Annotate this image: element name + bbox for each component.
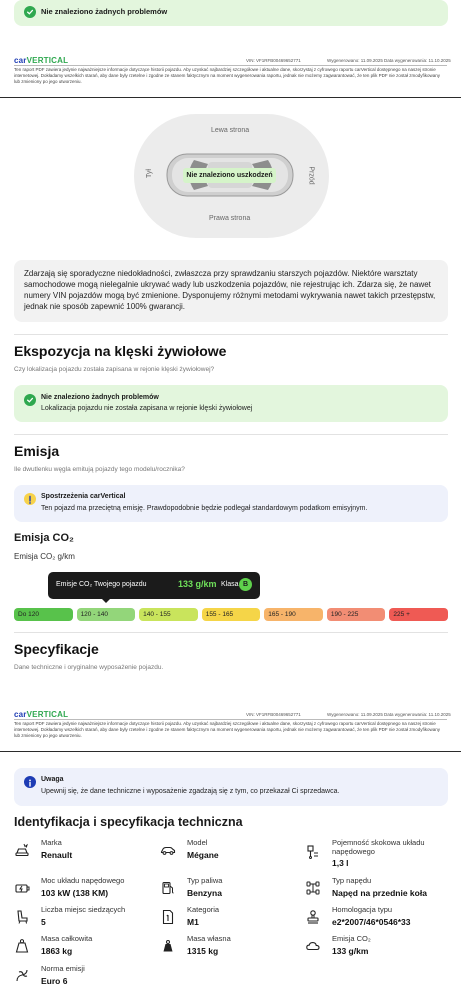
seat-icon <box>14 909 30 925</box>
carvertical-logo: carVERTICAL <box>14 710 69 719</box>
spec-value: 133 g/km <box>332 946 369 956</box>
tooltip-prefix: Emisje CO₂ Twojego pojazdu <box>56 581 147 588</box>
insight-text: Ten pojazd ma przeciętną emisję. Prawdopodobnie będzie podlegał standardowym podatkom emisyjnym. <box>41 505 368 512</box>
check-circle-icon <box>24 394 36 406</box>
warning-box <box>14 768 448 806</box>
report-vin: VIN: VF1RFB00469652771 <box>246 58 301 63</box>
specs-subtitle: Dane techniczne i oryginalne wyposażenie pojazdu. <box>14 664 164 671</box>
report-generated: Wygenerowano: 11.09.2025 <box>327 712 383 717</box>
page-break <box>0 97 461 98</box>
car-side-icon <box>160 842 176 858</box>
spec-value: Mégane <box>187 850 219 860</box>
front-label: Przód <box>307 166 315 185</box>
insight-title: Spostrzeżenia carVertical <box>41 493 126 500</box>
spec-value: Renault <box>41 850 73 860</box>
spec-label: Emisja CO₂ <box>332 934 371 943</box>
spec-label: Model <box>187 838 208 847</box>
carvertical-insight-box <box>14 485 448 522</box>
carvertical-logo: carVERTICAL <box>14 56 69 65</box>
spec-value: Euro 6 <box>41 976 68 986</box>
co2-scale-segment: 120 - 140 <box>77 608 136 621</box>
spec-label: Typ paliwa <box>187 876 223 885</box>
spec-label: Typ napędu <box>332 876 372 885</box>
engine-power-icon <box>14 880 30 896</box>
drivetrain-icon <box>305 880 321 896</box>
co2-scale-segment: 190 - 225 <box>327 608 386 621</box>
spec-value: 1,3 l <box>332 858 349 868</box>
report-disclaimer: Ten raport PDF zawiera jedynie najważniejsze informacje dotyczące historii pojazdu. Aby uzyskać najbardziej szczegółowe i aktualne dane, skorzystaj z cyfrowego raportu carVertical dostępnego na naszej stronie internetowej. Dokładamy wszelkich starań, aby dane były rzetelne i zgodne ze stanem faktycznym na moment wygenerowania raportu, jednak nie możemy zagwarantować, że ten plik PDF nie został zmodyfikowany lub zmieniony po jego utworzeniu. <box>14 721 440 738</box>
tech-spec-grid <box>14 838 448 999</box>
spec-value: M1 <box>187 917 199 927</box>
report-vin: VIN: VF1RFB00469652771 <box>246 712 301 717</box>
spec-label: Marka <box>41 838 62 847</box>
report-download-date: Data wygenerowania: 11.10.2025 <box>384 712 451 717</box>
spec-value: Napęd na przednie koła <box>332 888 427 898</box>
rear-label: Tył <box>145 169 153 178</box>
co2-cloud-icon <box>305 938 321 954</box>
spec-label: Homologacja typu <box>332 905 393 914</box>
co2-scale-segment: 140 - 155 <box>139 608 198 621</box>
section-divider <box>14 334 448 335</box>
no-damage-badge-text: Nie znaleziono uszkodzeń <box>186 172 273 179</box>
disaster-banner <box>14 385 448 422</box>
spec-value: e2*2007/46*0546*33 <box>332 917 411 927</box>
disaster-question: Czy lokalizacja pojazdu została zapisana w rejonie klęski żywiołowej? <box>14 366 215 373</box>
spec-label: Masa własna <box>187 934 231 943</box>
disaster-title: Ekspozycja na klęski żywiołowe <box>14 343 227 359</box>
header-divider <box>14 65 447 66</box>
co2-tooltip <box>48 572 260 599</box>
spec-label: Liczba miejsc siedzących <box>41 905 126 914</box>
damage-info-box: Zdarzają się sporadyczne niedokładności, zwłaszcza przy sprawdzaniu starszych pojazdów. Niektóre warsztaty samochodowe mogą nielegalnie ukrywać wady lub uszkodzenia pojazdów, nie rejestrując ich. Zdarza się, że nawet numery VIN pojazdów mogą być zmienione. Dysponujemy różnymi metodami wykrywania nawet takich przestępstw, jednak nie sposób zapewnić 100% gwarancji. <box>14 260 448 322</box>
disaster-banner-title: Nie znaleziono żadnych problemów <box>41 394 159 401</box>
tooltip-value: 133 g/km <box>178 579 217 589</box>
no-damage-badge <box>183 168 276 183</box>
co2-scale-segment: 155 - 165 <box>202 608 261 621</box>
no-problems-banner-top <box>14 0 448 26</box>
specs-title: Specyfikacje <box>14 641 99 657</box>
section-divider <box>14 632 448 633</box>
spec-label: Moc układu napędowego <box>41 876 125 885</box>
spec-value: 5 <box>41 917 46 927</box>
co2-scale-segment: Do 120 <box>14 608 73 621</box>
engine-piston-icon <box>305 844 321 860</box>
insight-icon <box>24 493 36 505</box>
left-side-label: Lewa strona <box>211 127 250 134</box>
tech-title: Identyfikacja i specyfikacja techniczna <box>14 815 243 829</box>
no-problems-banner-text: Nie znaleziono żadnych problemów <box>41 7 168 16</box>
emission-title: Emisja <box>14 443 60 459</box>
spec-label: Masa całkowita <box>41 934 93 943</box>
car-crash-icon <box>14 842 30 858</box>
disaster-banner-text: Lokalizacja pojazdu nie została zapisana w rejonie klęski żywiołowej <box>41 405 253 412</box>
spec-value: 1863 kg <box>41 946 73 956</box>
emission-question: Ile dwutlenku węgla emitują pojazdy tego modelu/rocznika? <box>14 466 185 473</box>
co2-scale-segment: 225 + <box>389 608 448 621</box>
co2-title: Emisja CO₂ <box>14 532 74 544</box>
warning-title: Uwaga <box>41 776 64 783</box>
spec-label: Norma emisji <box>41 964 85 973</box>
weight-icon <box>14 938 30 954</box>
report-generated: Wygenerowano: 11.09.2025 <box>327 58 383 63</box>
fuel-pump-icon <box>160 880 176 896</box>
report-disclaimer: Ten raport PDF zawiera jedynie najważniejsze informacje dotyczące historii pojazdu. Aby uzyskać najbardziej szczegółowe i aktualne dane, skorzystaj z cyfrowego raportu carVertical dostępnego na naszej stronie internetowej. Dokładamy wszelkich starań, aby dane były rzetelne i zgodne ze stanem faktycznym na moment wygenerowania raportu, jednak nie możemy zagwarantować, że ten plik PDF nie został zmodyfikowany lub zmieniony po jego utworzeniu. <box>14 67 440 84</box>
stamp-icon <box>305 909 321 925</box>
section-divider <box>14 434 448 435</box>
right-side-label: Prawa strona <box>209 215 251 222</box>
co2-unit-label: Emisja CO₂ g/km <box>14 552 75 561</box>
tooltip-class-badge: B <box>239 578 252 591</box>
page-break <box>0 751 461 752</box>
check-circle-icon <box>24 6 36 18</box>
co2-scale <box>14 608 448 621</box>
warning-text: Upewnij się, że dane techniczne i wyposażenie zgadzają się z tym, co przekazał Ci sprzedawca. <box>41 788 340 795</box>
spec-value: Benzyna <box>187 888 222 898</box>
spec-label: Pojemność skokowa układu napędowego <box>332 838 425 856</box>
report-download-date: Data wygenerowania: 11.10.2025 <box>384 58 451 63</box>
emission-norm-icon <box>14 968 30 984</box>
weight-small-icon <box>160 938 176 954</box>
header-divider <box>14 719 447 720</box>
spec-value: 1315 kg <box>187 946 219 956</box>
co2-scale-segment: 165 - 190 <box>264 608 323 621</box>
spec-label: Kategoria <box>187 905 220 914</box>
spec-value: 103 kW (138 KM) <box>41 888 109 898</box>
tooltip-arrow <box>101 598 111 603</box>
document-icon <box>160 909 176 925</box>
tooltip-class-label: Klasa <box>221 581 239 588</box>
info-icon <box>24 776 36 788</box>
